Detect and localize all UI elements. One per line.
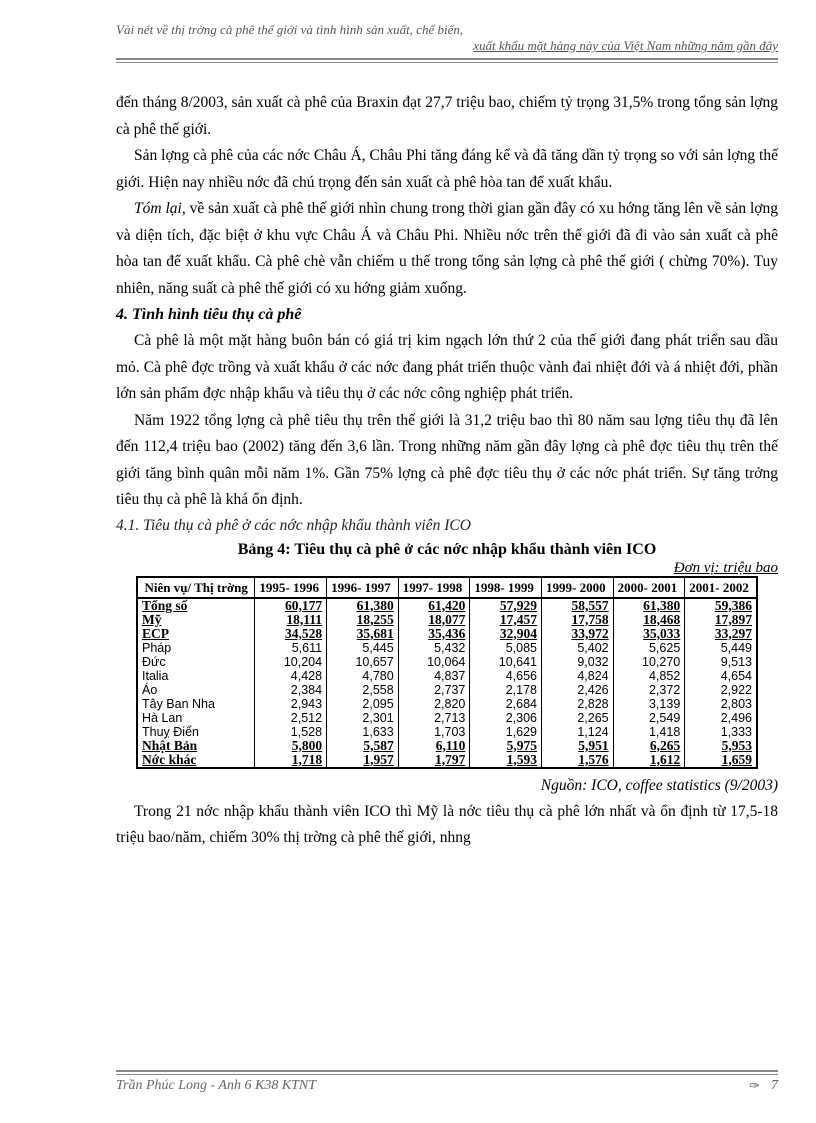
page-footer <box>116 1078 778 1098</box>
header-divider <box>116 58 778 60</box>
table-cell-value: 60,177 <box>255 598 327 613</box>
table-cell-value: 6,110 <box>398 739 470 753</box>
table-cell-value: 2,512 <box>255 711 327 725</box>
table-cell-value: 5,800 <box>255 739 327 753</box>
table-cell-value: 2,737 <box>398 683 470 697</box>
table-cell-value: 1,633 <box>327 725 399 739</box>
table-cell-value: 1,593 <box>470 753 542 768</box>
table-cell-market: Áo <box>137 683 255 697</box>
table-cell-value: 2,265 <box>541 711 613 725</box>
table-cell-value: 2,178 <box>470 683 542 697</box>
table-cell-value: 4,852 <box>613 669 685 683</box>
table-row <box>137 669 757 683</box>
table-cell-value: 2,828 <box>541 697 613 711</box>
table-cell-value: 18,077 <box>398 613 470 627</box>
table-cell-value: 17,897 <box>685 613 757 627</box>
table-cell-value: 4,824 <box>541 669 613 683</box>
table-row <box>137 627 757 641</box>
table-row <box>137 683 757 697</box>
table-cell-value: 34,528 <box>255 627 327 641</box>
table-cell-value: 33,972 <box>541 627 613 641</box>
table-cell-value: 1,576 <box>541 753 613 768</box>
table-row <box>137 711 757 725</box>
subsection-heading-4-1: 4.1. Tiêu thụ cà phê ở các nớc nhập khẩu thành viên ICO <box>116 516 471 534</box>
footer-divider-thin <box>116 1074 778 1075</box>
table-row <box>137 739 757 753</box>
table-cell-value: 1,703 <box>398 725 470 739</box>
table-header-row <box>137 577 757 598</box>
table-cell-value: 61,380 <box>327 598 399 613</box>
table-cell-value: 3,139 <box>613 697 685 711</box>
table-cell-value: 2,684 <box>470 697 542 711</box>
table-cell-value: 1,659 <box>685 753 757 768</box>
paragraph-4: Cà phê là một mặt hàng buôn bán có giá trị kim ngạch lớn thứ 2 của thế giới đang phát triển sau dầu mỏ. Cà phê đợc trồng và xuất khẩu ở các nớc đang phát triển thuộc vành đai nhiệt đới và á nhiệt đới, phần lớn sản phẩm đợc nhập khẩu và tiêu thụ ở các nớc công nghiệp phát triển. <box>116 332 778 402</box>
table-cell-value: 2,803 <box>685 697 757 711</box>
paragraph-1: đến tháng 8/2003, sản xuất cà phê của Braxin đạt 27,7 triệu bao, chiếm tỷ trọng 31,5% trong tổng sản lợng cà phê thế giới. <box>116 94 778 138</box>
table-cell-market: Đức <box>137 655 255 669</box>
page-header <box>116 22 778 54</box>
table-cell-value: 4,428 <box>255 669 327 683</box>
table-cell-value: 2,943 <box>255 697 327 711</box>
table-cell-market: Nhật Bản <box>137 739 255 753</box>
table-cell-value: 1,718 <box>255 753 327 768</box>
table-cell-value: 1,629 <box>470 725 542 739</box>
table-cell-value: 1,333 <box>685 725 757 739</box>
table-cell-value: 2,549 <box>613 711 685 725</box>
table-cell-value: 5,432 <box>398 641 470 655</box>
table-cell-market: Pháp <box>137 641 255 655</box>
table-cell-value: 2,384 <box>255 683 327 697</box>
table-cell-value: 10,270 <box>613 655 685 669</box>
table-cell-value: 10,657 <box>327 655 399 669</box>
table-row <box>137 613 757 627</box>
table-cell-value: 5,951 <box>541 739 613 753</box>
table-caption: Bảng 4: Tiêu thụ cà phê ở các nớc nhập khẩu thành viên ICO <box>237 540 657 558</box>
table-cell-value: 4,654 <box>685 669 757 683</box>
table-cell-value: 5,611 <box>255 641 327 655</box>
paragraph-3-lead: Tóm lại, <box>134 200 186 217</box>
table-header-year: 1997- 1998 <box>398 577 470 598</box>
table-cell-value: 5,085 <box>470 641 542 655</box>
table-cell-value: 17,457 <box>470 613 542 627</box>
table-cell-value: 1,528 <box>255 725 327 739</box>
table-cell-value: 35,681 <box>327 627 399 641</box>
table-cell-value: 5,445 <box>327 641 399 655</box>
table-cell-value: 2,301 <box>327 711 399 725</box>
table-cell-value: 6,265 <box>613 739 685 753</box>
table-header-year: 1995- 1996 <box>255 577 327 598</box>
table-cell-value: 57,929 <box>470 598 542 613</box>
table-cell-value: 10,641 <box>470 655 542 669</box>
table-cell-value: 2,713 <box>398 711 470 725</box>
table-cell-value: 10,064 <box>398 655 470 669</box>
table-cell-value: 17,758 <box>541 613 613 627</box>
table-cell-market: Mỹ <box>137 613 255 627</box>
table-cell-value: 2,372 <box>613 683 685 697</box>
table-cell-value: 58,557 <box>541 598 613 613</box>
table-cell-value: 5,953 <box>685 739 757 753</box>
table-header-market: Niên vụ/ Thị trờng <box>137 577 255 598</box>
table-cell-value: 2,558 <box>327 683 399 697</box>
table-cell-value: 1,612 <box>613 753 685 768</box>
table-cell-value: 33,297 <box>685 627 757 641</box>
table-cell-value: 1,124 <box>541 725 613 739</box>
table-row <box>137 655 757 669</box>
table-header-year: 1996- 1997 <box>327 577 399 598</box>
table-row <box>137 598 757 613</box>
table-cell-value: 35,436 <box>398 627 470 641</box>
table-cell-market: Thuỵ Điển <box>137 725 255 739</box>
consumption-table <box>136 576 758 769</box>
table-cell-market: Tổng số <box>137 598 255 613</box>
table-cell-value: 5,402 <box>541 641 613 655</box>
table-cell-market: Tây Ban Nha <box>137 697 255 711</box>
table-cell-value: 4,780 <box>327 669 399 683</box>
paragraph-6: Trong 21 nớc nhập khẩu thành viên ICO thì Mỹ là nớc tiêu thụ cà phê lớn nhất và ổn định từ 17,5-18 triệu bao/năm, chiếm 30% thị trờng cà phê thế giới, nhng <box>116 802 778 846</box>
table-cell-value: 2,426 <box>541 683 613 697</box>
table-cell-value: 9,513 <box>685 655 757 669</box>
table-cell-value: 1,957 <box>327 753 399 768</box>
header-line-2: xuất khẩu mặt hàng này của Việt Nam những năm gần đây <box>473 38 778 53</box>
table-cell-value: 2,922 <box>685 683 757 697</box>
table-cell-value: 18,111 <box>255 613 327 627</box>
table-row <box>137 725 757 739</box>
table-cell-value: 10,204 <box>255 655 327 669</box>
table-header-year: 2001- 2002 <box>685 577 757 598</box>
table-cell-value: 32,904 <box>470 627 542 641</box>
footer-divider <box>116 1070 778 1072</box>
paragraph-3-text: về sản xuất cà phê thế giới nhìn chung trong thời gian gần đây có xu hớng tăng lên về sản lợng và diện tích, đặc biệt ở khu vực Châu Á và Châu Phi. Nhiều nớc trên thế giới đã đi vào sản xuất cà phê hòa tan để xuất khẩu. Cà phê chè vẫn chiếm u thế trong tổng sản lợng cà phê thế giới ( chừng 70%). Tuy nhiên, năng suất cà phê thế giới có xu hớng giảm xuống. <box>116 200 778 297</box>
section-heading-4: 4. Tình hình tiêu thụ cà phê <box>116 306 302 323</box>
paragraph-2: Sản lợng cà phê của các nớc Châu Á, Châu Phi tăng đáng kể và đã tăng dần tỷ trọng so với sản lợng thế giới. Hiện nay nhiều nớc đã chú trọng đến sản xuất cà phê hòa tan để xuất khẩu. <box>116 147 778 191</box>
footer-author: Trần Phúc Long - Anh 6 K38 KTNT <box>116 1078 317 1093</box>
table-cell-value: 1,797 <box>398 753 470 768</box>
table-cell-value: 5,975 <box>470 739 542 753</box>
paragraph-3 <box>116 196 778 302</box>
table-cell-market: Nớc khác <box>137 753 255 768</box>
table-cell-value: 18,255 <box>327 613 399 627</box>
table-cell-value: 4,837 <box>398 669 470 683</box>
table-header-year: 1999- 2000 <box>541 577 613 598</box>
paragraph-5: Năm 1922 tổng lợng cà phê tiêu thụ trên thế giới là 31,2 triệu bao thì 80 năm sau lợng tiêu thụ đã lên đến 112,4 triệu bao (2002) tăng đến 3,6 lần. Trong những năm gần đây lợng cà phê đợc tiêu thụ trên thế giới tăng bình quân mỗi năm 1%. Gần 75% lợng cà phê đợc tiêu thụ ở các nớc phát triển. Sự tăng trởng tiêu thụ cà phê là khá ổn định. <box>116 411 778 508</box>
table-cell-value: 4,656 <box>470 669 542 683</box>
header-line-1: Vài nét về thị trờng cà phê thế giới và tình hình sản xuất, chế biến, <box>116 22 464 37</box>
table-cell-value: 1,418 <box>613 725 685 739</box>
table-cell-value: 2,820 <box>398 697 470 711</box>
table-cell-value: 9,032 <box>541 655 613 669</box>
table-cell-value: 2,095 <box>327 697 399 711</box>
table-cell-value: 59,386 <box>685 598 757 613</box>
table-cell-market: Italia <box>137 669 255 683</box>
table-row <box>137 697 757 711</box>
table-cell-value: 5,587 <box>327 739 399 753</box>
header-divider-thin <box>116 62 778 63</box>
table-cell-market: Hà Lan <box>137 711 255 725</box>
table-cell-value: 2,496 <box>685 711 757 725</box>
table-cell-market: ECP <box>137 627 255 641</box>
table-cell-value: 61,420 <box>398 598 470 613</box>
table-unit: Đơn vị: triệu bao <box>673 559 778 576</box>
table-cell-value: 61,380 <box>613 598 685 613</box>
table-cell-value: 5,449 <box>685 641 757 655</box>
table-cell-value: 18,468 <box>613 613 685 627</box>
table-cell-value: 2,306 <box>470 711 542 725</box>
page-body <box>116 90 778 852</box>
table-source: Nguồn: ICO, coffee statistics (9/2003) <box>540 776 778 794</box>
table-header-year: 1998- 1999 <box>470 577 542 598</box>
footer-ornament-icon: ✑ <box>749 1078 760 1093</box>
table-body <box>137 598 757 768</box>
table-header-year: 2000- 2001 <box>613 577 685 598</box>
table-row <box>137 753 757 768</box>
table-row <box>137 641 757 655</box>
page-number: 7 <box>771 1078 778 1093</box>
table-cell-value: 35,033 <box>613 627 685 641</box>
table-cell-value: 5,625 <box>613 641 685 655</box>
